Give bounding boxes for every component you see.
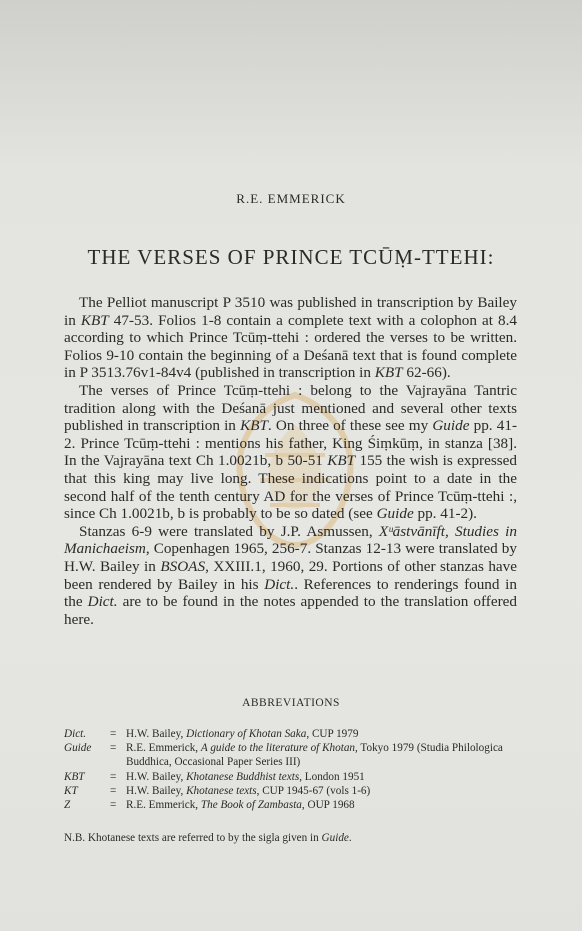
abbreviation-row — [64, 770, 534, 784]
abbreviation-key: KT — [64, 784, 78, 797]
abbreviation-key: Z — [64, 799, 71, 812]
italic-text: KBT — [80, 311, 109, 329]
text-run: , London 1951 — [299, 770, 365, 783]
text-run: R.E. Emmerick, — [126, 742, 201, 755]
italic-text: Dict. — [87, 593, 118, 611]
abbreviation-definition — [126, 784, 534, 798]
italic-text: Xᵘāstvānīft, Studies in Manichaeism — [64, 522, 517, 558]
italic-text: KBT — [240, 417, 268, 435]
text-run: N.B. Khotanese texts are referred to by the sigla given in — [64, 832, 322, 844]
paragraph — [64, 523, 517, 629]
abbreviation-key: KBT — [64, 770, 85, 783]
text-run: The verses of Prince Tcūṃ-ttehi : belong to the Vajrayāna Tantric tradition along with the Deśanā just mentioned and several other texts published in transcription in — [64, 381, 517, 435]
italic-text: Khotanese Buddhist texts — [186, 770, 300, 783]
italic-text: Guide — [376, 505, 414, 523]
abbreviation-definition — [126, 798, 534, 812]
equals-sign: = — [110, 799, 117, 812]
italic-text: Guide — [321, 832, 349, 844]
text-run: Stanzas 6-9 were translated by J.P. Asmussen, — [79, 522, 379, 540]
italic-text: The Book of Zambasta — [200, 799, 302, 812]
text-run: are to be found in the notes appended to the translation offered here. — [64, 593, 517, 628]
text-run: The Pelliot manuscript P 3510 was published in transcription by Bailey in — [64, 294, 517, 329]
abbreviation-row — [64, 741, 534, 769]
abbreviations-list — [64, 727, 534, 812]
abbreviation-row — [64, 727, 534, 741]
equals-sign: = — [110, 784, 117, 797]
text-run: . References to renderings found in the — [64, 575, 517, 611]
text-run: 155 the wish is expressed that this king may live long. These indications point to a date in the second half of the tenth century AD for the verses of Prince Tcūṃ-ttehi :, since Ch 1.0021b, b is probably to be so dated (see — [64, 452, 517, 523]
italic-text: Dictionary of Khotan Saka — [186, 728, 307, 740]
footnote-nb — [64, 832, 534, 844]
text-run: 62-66). — [402, 364, 451, 382]
paragraph — [64, 382, 517, 523]
italic-text: KBT — [374, 364, 403, 382]
text-run: H.W. Bailey, — [126, 770, 187, 783]
text-run: . On three of these see my — [267, 417, 433, 435]
text-run: 47-53. Folios 1-8 contain a complete text with a colophon at 8.4 according to which Prince Tcūṃ-ttehi : ordered the verses to be written. Folios 9-10 contain the beginning of a Deśanā text that is found complete in P 3513.76v1-84v4 (published in transcription in — [64, 311, 517, 382]
text-run: . — [348, 832, 352, 844]
equals-sign: = — [110, 728, 117, 740]
text-run: , XXIII.1, 1960, 29. Portions of other stanzas have been rendered by Bailey in his — [64, 557, 517, 593]
italic-text: KBT — [327, 452, 356, 470]
text-run: H.W. Bailey, — [126, 784, 187, 797]
italic-text: Dict. — [264, 575, 295, 593]
article-title: THE VERSES OF PRINCE TCŪṂ-TTEHI: — [87, 245, 495, 269]
paragraph — [64, 294, 517, 382]
abbreviations-heading: ABBREVIATIONS — [242, 697, 340, 709]
abbreviation-key: Dict. — [64, 728, 87, 740]
abbreviation-row — [64, 798, 534, 812]
abbreviation-definition — [126, 770, 534, 784]
italic-text: BSOAS — [160, 557, 206, 575]
text-run: , CUP 1979 — [306, 728, 359, 740]
text-run: H.W. Bailey, — [126, 728, 187, 740]
italic-text: Khotanese texts — [186, 784, 257, 797]
text-run: , Tokyo 1979 (Studia Philologica Buddhica, Occasional Paper Series III) — [126, 742, 503, 769]
italic-text: A guide to the literature of Khotan — [200, 742, 356, 755]
text-run: , OUP 1968 — [301, 799, 355, 812]
abbreviation-row — [64, 784, 534, 798]
equals-sign: = — [110, 770, 117, 783]
text-run: pp. 41-2). — [413, 505, 477, 523]
body-text — [64, 294, 517, 628]
text-run: R.E. Emmerick, — [126, 799, 201, 812]
text-run: , Copenhagen 1965, 256-7. Stanzas 12-13 were translated by H.W. Bailey in — [64, 540, 517, 575]
text-run: pp. 41-2. Prince Tcūṃ-ttehi : mentions his father, King Śiṃkūṃ, in stanza [38]. In the Vajrayāna text Ch 1.0021b, b 50-51 — [64, 417, 517, 470]
abbreviation-key: Guide — [64, 742, 92, 755]
abbreviation-definition — [126, 727, 534, 741]
equals-sign: = — [110, 742, 117, 755]
text-run: , CUP 1945-67 (vols 1-6) — [256, 784, 371, 797]
abbreviation-definition — [126, 741, 534, 769]
author-name: R.E. EMMERICK — [236, 191, 346, 206]
italic-text: Guide — [432, 417, 470, 435]
